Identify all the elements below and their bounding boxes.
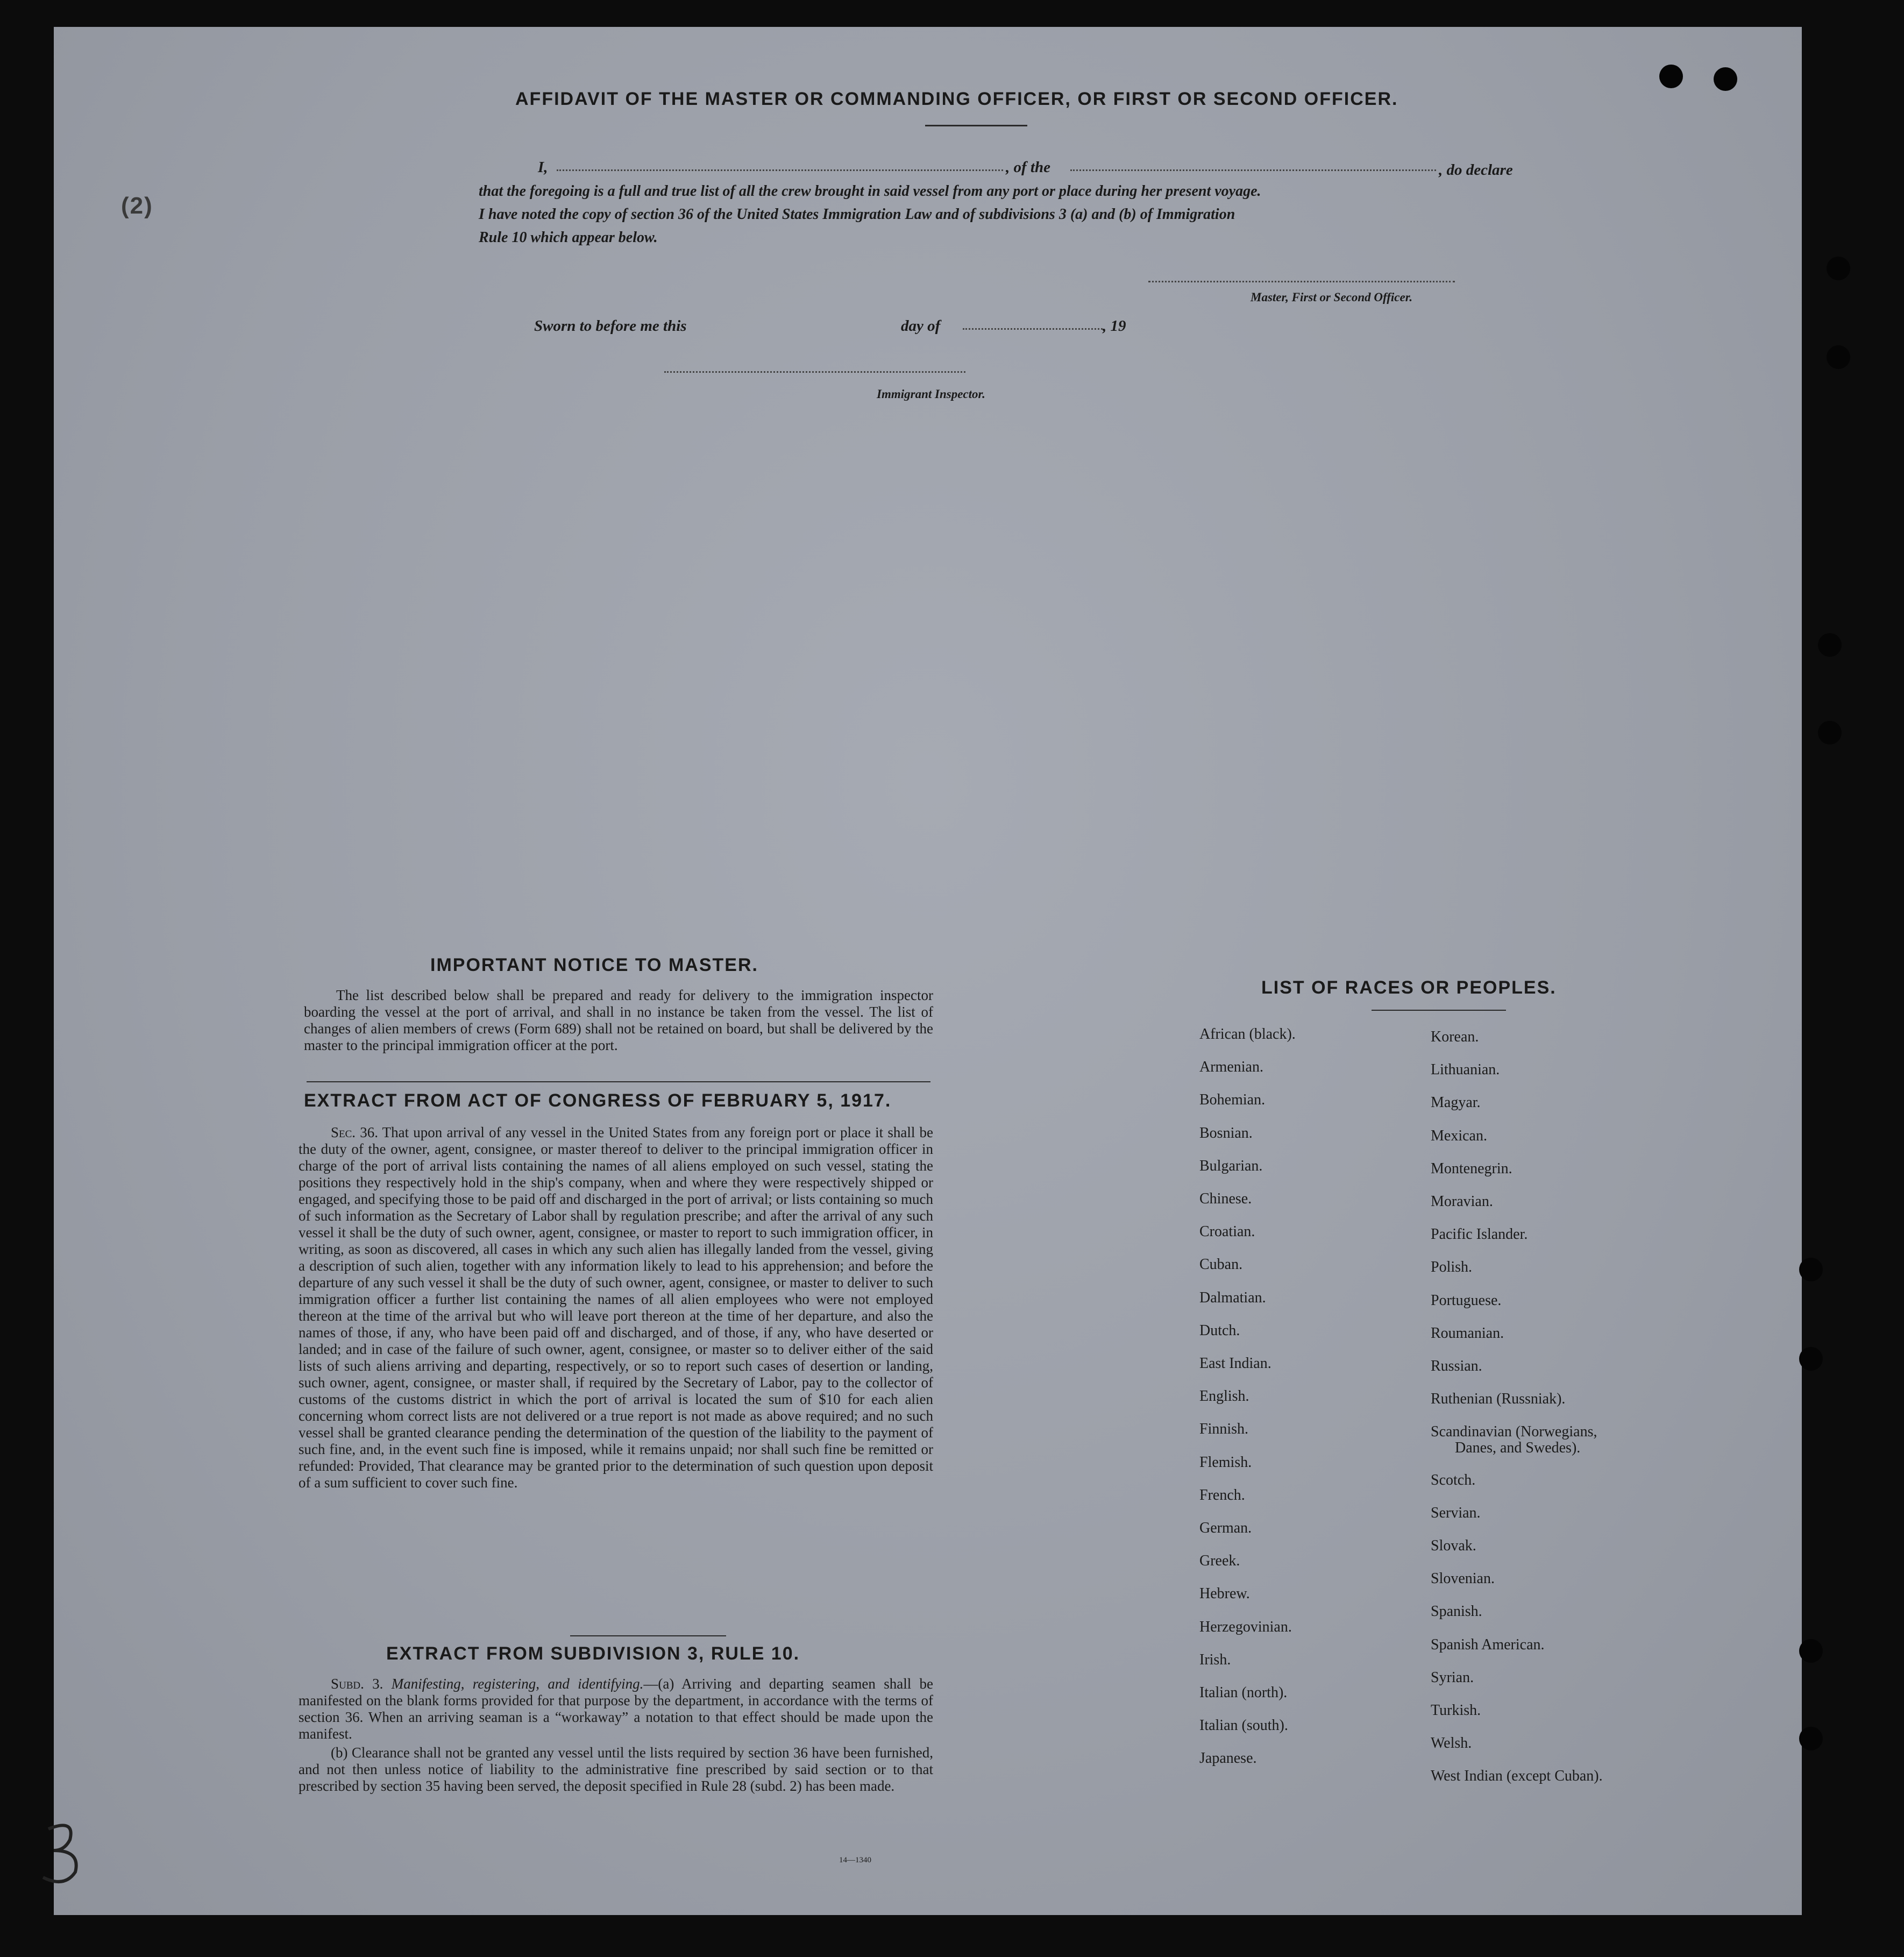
race-item: Korean. xyxy=(1431,1029,1479,1045)
margin-stamp: (2) xyxy=(121,193,153,219)
document-page xyxy=(54,27,1802,1915)
race-item: Portuguese. xyxy=(1431,1292,1502,1309)
binder-hole xyxy=(1827,257,1850,280)
race-item: Polish. xyxy=(1431,1259,1473,1276)
act-title: EXTRACT FROM ACT OF CONGRESS OF FEBRUARY 5, 1917. xyxy=(304,1090,892,1111)
race-item: Bosnian. xyxy=(1199,1124,1253,1141)
race-item: Danes, and Swedes). xyxy=(1455,1440,1581,1457)
race-item: Moravian. xyxy=(1431,1193,1493,1210)
race-item: Ruthenian (Russniak). xyxy=(1431,1391,1566,1408)
notice-title: IMPORTANT NOTICE TO MASTER. xyxy=(430,955,758,975)
binder-hole xyxy=(1714,67,1737,91)
race-item: Bohemian. xyxy=(1199,1091,1266,1109)
race-item: German. xyxy=(1199,1520,1252,1536)
act-text: Sec. 36. That upon arrival of any vessel in the United States from any foreign port or place it shall be the duty of the owner, agent, consignee, or master thereof to deliver to the principal immigration officer in charge of the port of arrival lists containing the names of all aliens employed on such vessel, stating the positions they respectively hold in the ship's company, when and where they were respectively shipped or engaged, and specifying those to be paid off and discharged in the port of arrival; or lists containing so much of such information as the Secretary of Labor shall by regulation prescribe; and after the arrival of any such vessel it shall be the duty of such owner, agent, consignee, or master to report to such immigration officer, in writing, as soon as discovered, all cases in which any such alien has illegally landed from the vessel, giving a description of such alien, together with any information likely to lead to his apprehension; and before the departure of any such vessel it shall be the duty of such owner, agent, consignee, or master to deliver to such immigration officer a further list containing the names of all alien employees who were not employed thereon at the time of the arrival but who will leave port thereon at the time of her departure, and also the names of those, if any, who have been paid off and discharged, and of those, if any, who have deserted or landed; and in case of the failure of such owner, agent, consignee, or master so to deliver either of the said lists of such aliens arriving and departing, respectively, or so to report such cases of desertion or landing, such owner, agent, consignee, or master shall, if required by the Secretary of Labor, pay to the collector of customs of the customs district in which the port of arrival is located the sum of $10 for each alien concerning whom correct lists are not delivered or a true report is not made as above required; and no such vessel shall be granted clearance pending the determination of the question of the liability to the payment of such fine, and, in the event such fine is imposed, while it remains unpaid; nor shall such fine be remitted or refunded: Provided, That clearance may be granted prior to the determination of such question upon deposit of a sum sufficient to cover such fine. xyxy=(299,1124,933,1491)
race-item: Servian. xyxy=(1431,1504,1481,1521)
rule-text: Subd. 3. Manifesting, registering, and identifying.—(a) Arriving and departing seamen shall be manifested on the blank forms provided for that purpose by the department, in accordance with the terms of section 36. When an arriving seaman is a “workaway” a notation to that effect should be made upon the manifest. (b) Clearance shall not be granted any vessel until the lists required by section 36 have been furnished, and not then unless notice of liability to the administrative fine prescribed by said section or to that prescribed by section 35 having been served, the deposit specified in Rule 28 (subd. 2) has been made. xyxy=(299,1676,933,1794)
race-item: Greek. xyxy=(1199,1552,1240,1570)
binder-hole xyxy=(1818,633,1842,657)
inspector-signature-label: Immigrant Inspector. xyxy=(877,387,985,401)
title-rule xyxy=(925,125,1027,126)
race-item: African (black). xyxy=(1199,1026,1296,1043)
affidavit-line2: that the foregoing is a full and true list of all the crew brought in said vessel from any port or place during her present voyage. xyxy=(479,183,1261,200)
race-item: Herzegovinian. xyxy=(1199,1618,1292,1635)
race-item: West Indian (except Cuban). xyxy=(1431,1768,1603,1785)
binder-hole xyxy=(1659,65,1683,88)
race-item: Armenian. xyxy=(1199,1059,1263,1076)
race-item: Spanish American. xyxy=(1431,1636,1545,1653)
year-text: , 19 xyxy=(1103,317,1126,335)
race-item: Turkish. xyxy=(1431,1702,1481,1719)
affidavit-i: I, xyxy=(538,159,548,176)
race-item: Russian. xyxy=(1431,1358,1482,1374)
race-item: Scotch. xyxy=(1431,1471,1476,1488)
vessel-blank[interactable] xyxy=(1070,169,1436,171)
sworn-text: Sworn to before me this xyxy=(534,317,687,335)
race-item: Finnish. xyxy=(1199,1421,1249,1438)
race-item: Irish. xyxy=(1199,1651,1231,1668)
race-item: Hebrew. xyxy=(1199,1585,1250,1603)
race-item: Spanish. xyxy=(1431,1603,1482,1620)
master-signature-label: Master, First or Second Officer. xyxy=(1251,290,1413,304)
binder-hole xyxy=(1818,721,1842,744)
race-item: Chinese. xyxy=(1199,1190,1252,1207)
handwritten-page-number xyxy=(27,1818,113,1894)
affidavit-line4: Rule 10 which appear below. xyxy=(479,229,658,246)
notice-text: The list described below shall be prepared and ready for delivery to the immigration inspector boarding the vessel at the port of arrival, and shall in no instance be taken from the vessel. The list of changes of alien members of crews (Form 689) shall not be retained on board, but shall be delivered by the master to the principal immigration officer at the port. xyxy=(304,987,933,1053)
binder-hole xyxy=(1799,1639,1823,1663)
race-item: Slovenian. xyxy=(1431,1570,1495,1587)
binder-hole xyxy=(1799,1258,1823,1281)
race-item: Italian (south). xyxy=(1199,1717,1288,1734)
form-number: 14—1340 xyxy=(839,1856,871,1864)
races-rule xyxy=(1372,1010,1506,1011)
race-item: Syrian. xyxy=(1431,1669,1474,1686)
act-rule xyxy=(570,1635,726,1636)
race-item: Dalmatian. xyxy=(1199,1289,1266,1306)
race-item: Welsh. xyxy=(1431,1735,1472,1752)
master-signature-line[interactable] xyxy=(1148,281,1455,282)
month-blank[interactable] xyxy=(963,328,1103,330)
race-item: French. xyxy=(1199,1486,1245,1504)
race-item: Lithuanian. xyxy=(1431,1061,1500,1079)
race-item: Slovak. xyxy=(1431,1537,1476,1554)
inspector-signature-line[interactable] xyxy=(664,371,965,373)
affidavit-line3: I have noted the copy of section 36 of the United States Immigration Law and of subdivisions 3 (a) and (b) of Immigration xyxy=(479,206,1235,223)
binder-hole xyxy=(1799,1727,1823,1750)
race-item: Montenegrin. xyxy=(1431,1160,1512,1177)
binder-hole xyxy=(1799,1347,1823,1371)
race-item: Scandinavian (Norwegians, xyxy=(1431,1423,1597,1441)
races-title: LIST OF RACES OR PEOPLES. xyxy=(1261,977,1557,998)
race-item: Dutch. xyxy=(1199,1322,1240,1339)
race-item: Cuban. xyxy=(1199,1256,1243,1273)
race-item: Japanese. xyxy=(1199,1750,1257,1767)
act-sec: Sec. 36. xyxy=(331,1124,378,1140)
race-item: Bulgarian. xyxy=(1199,1157,1263,1174)
name-blank[interactable] xyxy=(557,169,1003,171)
affidavit-declare: , do declare xyxy=(1439,161,1513,179)
race-item: Mexican. xyxy=(1431,1127,1487,1144)
race-item: Italian (north). xyxy=(1199,1684,1288,1701)
race-item: East Indian. xyxy=(1199,1355,1271,1372)
affidavit-of-the: , of the xyxy=(1006,159,1050,176)
race-item: Roumanian. xyxy=(1431,1324,1504,1342)
rule-title: EXTRACT FROM SUBDIVISION 3, RULE 10. xyxy=(386,1643,800,1664)
race-item: Magyar. xyxy=(1431,1094,1481,1111)
race-item: Croatian. xyxy=(1199,1223,1255,1240)
day-of-text: day of xyxy=(901,317,941,335)
affidavit-title: AFFIDAVIT OF THE MASTER OR COMMANDING OFFICER, OR FIRST OR SECOND OFFICER. xyxy=(515,89,1398,109)
race-item: English. xyxy=(1199,1388,1249,1405)
binder-hole xyxy=(1827,345,1850,369)
notice-rule xyxy=(307,1081,930,1082)
race-item: Pacific Islander. xyxy=(1431,1226,1528,1243)
race-item: Flemish. xyxy=(1199,1453,1252,1471)
